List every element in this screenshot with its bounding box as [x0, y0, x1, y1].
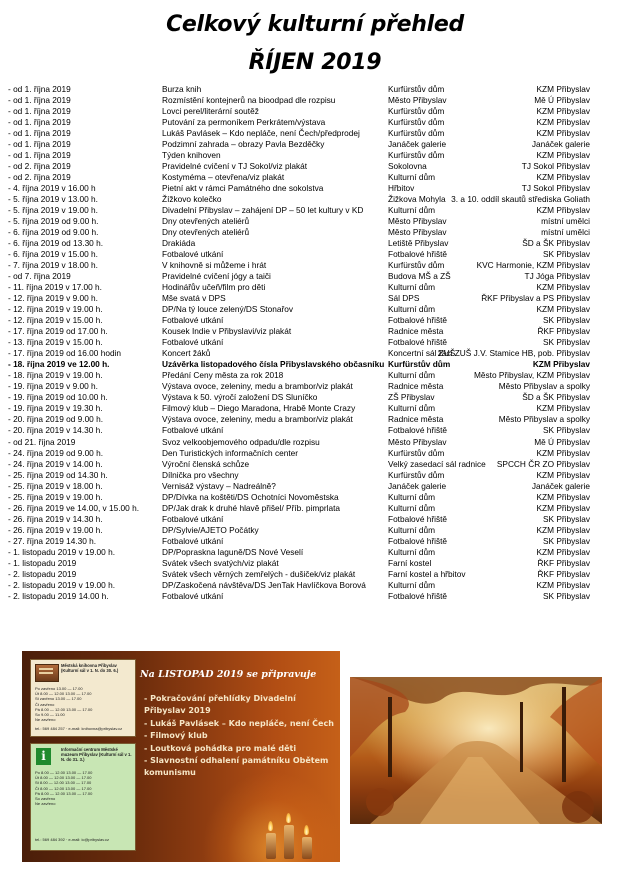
- opening-hours-row: So 9.00 — 11.00: [35, 711, 65, 717]
- event-title: Fotbalové utkání: [162, 425, 224, 436]
- event-place: Fotbalové hřiště: [388, 249, 448, 260]
- info-card-title: Informační centrum Městské muzeum Přibyslav (Kulturní sál v 1. N. do 31. 3.): [61, 747, 132, 762]
- event-organizer: SK Přibyslav: [542, 513, 590, 524]
- event-place: Kulturní dům: [388, 205, 436, 216]
- event-place: Žižkova Mohyla: [388, 194, 446, 205]
- event-organizer: KZM Přibyslav: [536, 304, 590, 315]
- event-title: DP/Sylvie/AJETO Počátky: [162, 524, 259, 535]
- event-date: - 20. října 2019 v 14.30 h.: [8, 425, 103, 436]
- event-place: Fotbalové hřiště: [388, 513, 448, 524]
- event-place: Sokolovna: [388, 161, 427, 172]
- event-date: - 25. října 2019 v 18.00 h.: [8, 480, 103, 491]
- event-date: - 25. října 2019 v 19.00 h.: [8, 491, 103, 502]
- event-date: - od 1. října 2019: [8, 106, 71, 117]
- event-organizer: žáci ZUŠ J.V. Stamice HB, pob. Přibyslav: [437, 348, 590, 359]
- event-date: - 1. listopadu 2019 v 19.00 h.: [8, 546, 116, 557]
- event-organizer: KZM Přibyslav: [536, 546, 590, 557]
- event-title: Fotbalové utkání: [162, 513, 224, 524]
- event-place: Město Přibyslav: [388, 95, 447, 106]
- event-row: [0, 470, 630, 481]
- event-date: - 19. října 2019 v 19.30 h.: [8, 403, 103, 414]
- event-place: Janáček galerie: [388, 139, 447, 150]
- event-organizer: KZM Přibyslav: [536, 172, 590, 183]
- november-promo-panel: [22, 651, 340, 862]
- event-title: Kostyméma – otevřena/viz plakát: [162, 172, 285, 183]
- event-organizer: KZM Přibyslav: [536, 469, 590, 480]
- event-place: Radnice města: [388, 414, 444, 425]
- event-organizer: KVC Harmonie, KZM Přibyslav: [476, 260, 590, 271]
- event-title: Svátek všech svatých/viz plakát: [162, 557, 279, 568]
- event-title: Lukáš Pavlásek – Kdo nepláče, není Čech/předprodej: [162, 128, 360, 139]
- event-row: [0, 492, 630, 503]
- info-card-footer: tel.: 569 484 392 · e-mail: ic@pribyslav.cz: [35, 837, 110, 842]
- event-place: Fotbalové hřiště: [388, 337, 448, 348]
- event-organizer: 3. a 10. oddíl skautů střediska Goliath: [451, 194, 590, 205]
- event-organizer: ŘKF Přibyslav: [537, 557, 590, 568]
- event-date: - 24. října 2019 v 14.00 h.: [8, 458, 103, 469]
- event-date: - 12. října 2019 v 19.00 h.: [8, 304, 103, 315]
- event-date: - 19. října 2019 v 9.00 h.: [8, 381, 98, 392]
- opening-hours-row: Ne zavřeno: [35, 717, 56, 723]
- event-row: [0, 150, 630, 161]
- event-date: - od 2. října 2019: [8, 172, 71, 183]
- event-title: Předání Ceny města za rok 2018: [162, 370, 284, 381]
- opening-hours-row: Po zavřeno 13.00 — 17.00: [35, 686, 83, 691]
- event-title: Podzimní zahrada – obrazy Pavla Bezděčky: [162, 139, 325, 150]
- event-date: - 26. října 2019 ve 14.00, v 15.00 h.: [8, 502, 139, 513]
- event-place: Kurfürstův dům: [388, 150, 445, 161]
- event-date: - 26. října 2019 v 14.30 h.: [8, 513, 103, 524]
- event-row: [0, 84, 630, 95]
- page-subtitle-month: ŘÍJEN 2019: [248, 50, 382, 75]
- event-list: [0, 84, 630, 602]
- opening-hours-row: So zavřeno: [35, 795, 56, 801]
- event-row: [0, 359, 630, 370]
- event-row: [0, 260, 630, 271]
- event-row: [0, 503, 630, 514]
- event-date: - 26. října 2019 v 19.00 h.: [8, 524, 103, 535]
- event-organizer: KZM Přibyslav: [536, 524, 590, 535]
- promo-item: - Pokračování přehlídky Divadelní: [144, 694, 296, 703]
- event-title: Drakiáda: [162, 238, 196, 249]
- event-place: Sál DPS: [388, 293, 420, 304]
- event-organizer: KZM Přibyslav: [536, 117, 590, 128]
- event-organizer: KZM Přibyslav: [536, 128, 590, 139]
- opening-hours-row: Ne zavřeno: [35, 801, 56, 807]
- event-title: Rozmístění kontejnerů na bioodpad dle rozpisu: [162, 95, 336, 106]
- event-date: - 4. října 2019 v 16.00 h: [8, 183, 96, 194]
- event-organizer: KZM Přibyslav: [536, 502, 590, 513]
- opening-hours-row: Pá 8.00 — 12.00 13.00 — 17.00: [35, 706, 93, 712]
- event-row: [0, 370, 630, 381]
- event-date: - od 1. října 2019: [8, 139, 71, 150]
- event-title: Pravidelné cvičení v TJ Sokol/viz plakát: [162, 161, 308, 172]
- library-hours-card: [30, 659, 136, 737]
- event-place: Kurfürstův dům: [388, 359, 451, 370]
- event-date: - od 2. října 2019: [8, 161, 71, 172]
- event-place: Janáček galerie: [388, 480, 447, 491]
- candles-image: [258, 809, 328, 859]
- event-title: V knihovně si můžeme i hrát: [162, 260, 267, 271]
- promo-item: Přibyslav 2019: [144, 706, 211, 716]
- opening-hours-row: Út 8.00 — 12.00 13.00 — 17.00: [35, 691, 92, 697]
- event-row: [0, 106, 630, 117]
- event-title: Divadelní Přibyslav – zahájení DP – 50 let kultury v KD: [162, 205, 364, 216]
- event-date: - 5. října 2019 od 9.00 h.: [8, 216, 99, 227]
- event-organizer: KZM Přibyslav: [536, 205, 590, 216]
- event-row: [0, 95, 630, 106]
- event-place: Fotbalové hřiště: [388, 590, 448, 601]
- promo-item: - Loutková pohádka pro malé děti: [144, 743, 297, 753]
- event-organizer: SPCCH ČR ZO Přibyslav: [496, 458, 590, 469]
- event-organizer: SK Přibyslav: [542, 337, 590, 348]
- event-title: DP/Popraskna laguně/DS Nové Veselí: [162, 546, 304, 557]
- event-row: [0, 271, 630, 282]
- event-title: DP/Na tý louce zelený/DS Stonařov: [162, 304, 293, 315]
- opening-hours-row: Pá 8.00 — 12.00 13.00 — 17.00: [35, 790, 93, 796]
- event-organizer: místní umělci: [541, 216, 590, 227]
- page-title: Celkový kulturní přehled: [166, 12, 464, 37]
- event-row: [0, 216, 630, 227]
- event-organizer: KZM Přibyslav: [536, 150, 590, 161]
- event-row: [0, 117, 630, 128]
- event-title: Fotbalové utkání: [162, 315, 224, 326]
- event-organizer: TJ Jóga Přibyslav: [524, 271, 590, 282]
- event-place: Letiště Přibyslav: [388, 238, 449, 249]
- event-row: [0, 580, 630, 591]
- event-place: Kulturní dům: [388, 502, 436, 513]
- event-organizer: KZM Přibyslav: [536, 447, 590, 458]
- event-place: Kurfürstův dům: [388, 128, 445, 139]
- event-title: Putování za permoníkem Perkrátem/výstava: [162, 117, 326, 128]
- event-organizer: KZM Přibyslav: [532, 359, 590, 370]
- autumn-photo: [350, 677, 602, 824]
- info-hours-list: [35, 770, 131, 806]
- event-date: - 24. října 2019 od 9.00 h.: [8, 447, 104, 458]
- event-row: [0, 282, 630, 293]
- event-place: Kulturní dům: [388, 282, 436, 293]
- event-place: Fotbalové hřiště: [388, 535, 448, 546]
- event-row: [0, 128, 630, 139]
- event-date: - 2. listopadu 2019 v 19.00 h.: [8, 579, 116, 590]
- event-place: Město Přibyslav: [388, 216, 447, 227]
- event-row: [0, 304, 630, 315]
- event-date: - od 1. října 2019: [8, 150, 71, 161]
- event-place: Kulturní dům: [388, 546, 436, 557]
- event-date: - 18. října 2019 v 19.00 h.: [8, 370, 103, 381]
- event-place: Kurfürstův dům: [388, 260, 445, 271]
- event-date: - 1. listopadu 2019: [8, 557, 77, 568]
- event-row: [0, 205, 630, 216]
- event-title: Vernisáž výstavy – Nadreálně?: [162, 480, 276, 491]
- event-row: [0, 194, 630, 205]
- event-title: Pietní akt v rámci Památného dne sokolstva: [162, 183, 324, 194]
- event-title: Fotbalové utkání: [162, 249, 224, 260]
- event-organizer: TJ Sokol Přibyslav: [521, 161, 590, 172]
- event-row: [0, 249, 630, 260]
- event-organizer: ŘKF Přibyslav: [537, 568, 590, 579]
- event-place: Radnice města: [388, 381, 444, 392]
- event-organizer: Mě Ú Přibyslav: [534, 95, 590, 106]
- library-card-footer: tel.: 569 484 257 · e-mail: knihovna@pribyslav.cz: [35, 726, 123, 731]
- info-centre-hours-card: [30, 743, 136, 851]
- event-organizer: Janáček galerie: [531, 139, 590, 150]
- event-date: - 12. října 2019 v 9.00 h.: [8, 293, 98, 304]
- event-date: - 5. října 2019 v 19.00 h.: [8, 205, 98, 216]
- event-organizer: SK Přibyslav: [542, 535, 590, 546]
- event-date: - 17. října 2019 od 17.00 h.: [8, 326, 108, 337]
- event-place: Hřbitov: [388, 183, 415, 194]
- event-row: [0, 459, 630, 470]
- event-date: - 13. října 2019 v 15.00 h.: [8, 337, 103, 348]
- event-date: - 6. října 2019 v 15.00 h.: [8, 249, 98, 260]
- library-hours-list: [35, 686, 131, 722]
- event-title: DP/Jak drak k druhé hlavě přišel/ Příb. pimprlata: [162, 502, 340, 513]
- event-row: [0, 161, 630, 172]
- event-row: [0, 381, 630, 392]
- info-icon: i: [36, 748, 51, 765]
- event-organizer: ŘKF Přibyslav: [537, 326, 590, 337]
- event-date: - 12. října 2019 v 15.00 h.: [8, 315, 103, 326]
- library-card-title: Městská knihovna Přibyslav (Kulturní sál v 1. N. do 30. 6.): [61, 663, 119, 673]
- event-place: Kurfürstův dům: [388, 106, 445, 117]
- event-title: Týden knihoven: [162, 150, 221, 161]
- event-date: - 6. října 2019 od 9.00 h.: [8, 227, 99, 238]
- event-title: Hodinářův učeň/film pro děti: [162, 282, 266, 293]
- event-title: Výstava ovoce, zeleniny, medu a brambor/viz plakát: [162, 381, 353, 392]
- event-date: - 7. října 2019 v 18.00 h.: [8, 260, 98, 271]
- event-row: [0, 392, 630, 403]
- event-date: - od 1. října 2019: [8, 84, 71, 94]
- event-place: Kurfürstův dům: [388, 84, 445, 94]
- promo-item: - Slavnostní odhalení památníku Obětem: [144, 756, 329, 766]
- event-row: [0, 315, 630, 326]
- event-place: Kulturní dům: [388, 579, 436, 590]
- event-place: Kulturní dům: [388, 370, 436, 381]
- event-date: - 11. října 2019 v 17.00 h.: [8, 282, 102, 293]
- event-place: Farní kostel a hřbitov: [388, 568, 466, 579]
- event-organizer: Mě Ú Přibyslav: [534, 436, 590, 447]
- event-place: Kulturní dům: [388, 524, 436, 535]
- event-title: Dny otevřených ateliérů: [162, 216, 250, 227]
- book-icon: [35, 664, 59, 682]
- event-date: - 18. října 2019 ve 12.00 h.: [8, 359, 110, 370]
- opening-hours-row: Čt zavřeno: [35, 701, 55, 707]
- event-place: Město Přibyslav: [388, 227, 447, 238]
- event-row: [0, 536, 630, 547]
- event-title: Den Turistických informačních center: [162, 447, 299, 458]
- event-title: Fotbalové utkání: [162, 535, 224, 546]
- event-row: [0, 403, 630, 414]
- event-place: Kulturní dům: [388, 304, 436, 315]
- event-date: - 25. října 2019 od 14.30 h.: [8, 469, 108, 480]
- event-organizer: KZM Přibyslav: [536, 403, 590, 414]
- opening-hours-row: Čt 8.00 — 12.00 13.00 — 17.00: [35, 785, 92, 791]
- event-place: Kulturní dům: [388, 172, 436, 183]
- event-row: [0, 514, 630, 525]
- event-row: [0, 348, 630, 359]
- event-title: DP/Dívka na koštěti/DS Ochotníci Novoměstska: [162, 491, 339, 502]
- event-title: Lovci perel/literární soutěž: [162, 106, 259, 117]
- event-organizer: KZM Přibyslav: [536, 106, 590, 117]
- event-date: - 27. října 2019 14.30 h.: [8, 535, 97, 546]
- promo-item: komunismu: [144, 768, 196, 778]
- event-date: - 5. října 2019 v 13.00 h.: [8, 194, 98, 205]
- event-row: [0, 569, 630, 580]
- event-row: [0, 293, 630, 304]
- event-title: Mše svatá v DPS: [162, 293, 226, 304]
- event-date: - od 1. října 2019: [8, 128, 71, 139]
- event-organizer: KZM Přibyslav: [536, 282, 590, 293]
- event-organizer: TJ Sokol Přibyslav: [521, 183, 590, 194]
- event-row: [0, 481, 630, 492]
- event-organizer: KZM Přibyslav: [536, 491, 590, 502]
- event-place: Koncertní sál ZUŠ: [388, 348, 456, 359]
- event-date: - od 1. října 2019: [8, 117, 71, 128]
- event-date: - od 21. října 2019: [8, 436, 76, 447]
- event-title: Výstava k 50. výročí založení DS Sluníčko: [162, 392, 318, 403]
- event-title: Burza knih: [162, 84, 202, 94]
- event-row: [0, 448, 630, 459]
- event-date: - 19. října 2019 od 10.00 h.: [8, 392, 108, 403]
- event-place: Radnice města: [388, 326, 444, 337]
- event-organizer: ŠD a ŠK Přibyslav: [522, 238, 590, 249]
- event-title: Žížkovo kolečko: [162, 194, 222, 205]
- promo-list: [144, 693, 340, 780]
- promo-item: - Lukáš Pavlásek – Kdo nepláče, není Čech: [144, 718, 334, 728]
- event-organizer: Město Přibyslav a spolky: [498, 381, 590, 392]
- event-place: Kulturní dům: [388, 491, 436, 502]
- event-place: Kulturní dům: [388, 403, 436, 414]
- event-row: [0, 139, 630, 150]
- event-organizer: SK Přibyslav: [542, 590, 590, 601]
- event-row: [0, 558, 630, 569]
- event-organizer: ŠD a ŠK Přibyslav: [522, 392, 590, 403]
- event-title: Fotbalové utkání: [162, 337, 224, 348]
- event-row: [0, 547, 630, 558]
- event-title: Výstava ovoce, zeleniny, medu a brambor/viz plakát: [162, 414, 353, 425]
- event-organizer: Město Přibyslav, KZM Přibyslav: [473, 370, 590, 381]
- event-title: Fotbalové utkání: [162, 590, 224, 601]
- promo-heading: Na LISTOPAD 2019 se připravuje: [140, 669, 317, 680]
- event-title: DP/Zaskočená návštěva/DS JenTak Havlíčkova Borová: [162, 579, 366, 590]
- event-organizer: ŘKF Přibyslav a PS Přibyslav: [481, 293, 590, 304]
- event-organizer: SK Přibyslav: [542, 425, 590, 436]
- event-title: Dílnička pro všechny: [162, 469, 239, 480]
- event-date: - 6. října 2019 od 13.30 h.: [8, 238, 104, 249]
- event-place: Fotbalové hřiště: [388, 425, 448, 436]
- event-place: Farní kostel: [388, 557, 432, 568]
- event-row: [0, 337, 630, 348]
- event-place: Budova MŠ a ZŠ: [388, 271, 451, 282]
- event-title: Výroční členská schůze: [162, 458, 250, 469]
- opening-hours-row: Út 8.00 — 12.00 13.00 — 17.00: [35, 775, 92, 781]
- event-row: [0, 183, 630, 194]
- event-organizer: KZM Přibyslav: [536, 579, 590, 590]
- event-place: Fotbalové hřiště: [388, 315, 448, 326]
- event-title: Kousek Indie v Přibyslavi/viz plakát: [162, 326, 292, 337]
- event-title: Uzávěrka listopadového čísla Přibyslavského občasníku: [162, 359, 385, 370]
- event-organizer: SK Přibyslav: [542, 249, 590, 260]
- event-row: [0, 227, 630, 238]
- opening-hours-row: St zavřeno 13.00 — 17.00: [35, 696, 82, 702]
- event-organizer: Janáček galerie: [531, 480, 590, 491]
- event-place: Velký zasedací sál radnice: [388, 458, 486, 469]
- event-place: Kurfürstův dům: [388, 447, 445, 458]
- event-date: - 2. listopadu 2019: [8, 568, 77, 579]
- event-date: - od 1. října 2019: [8, 95, 71, 106]
- event-row: [0, 425, 630, 436]
- event-title: Filmový klub – Diego Maradona, Hrabě Monte Crazy: [162, 403, 356, 414]
- event-title: Koncert žáků: [162, 348, 211, 359]
- event-row: [0, 525, 630, 536]
- event-place: Kurfürstův dům: [388, 117, 445, 128]
- event-organizer: SK Přibyslav: [542, 315, 590, 326]
- event-row: [0, 591, 630, 602]
- event-organizer: Město Přibyslav a spolky: [498, 414, 590, 425]
- event-title: Svátek všech věrných zemřelých - dušiček/viz plakát: [162, 568, 356, 579]
- event-title: Dny otevřených ateliérů: [162, 227, 250, 238]
- event-date: - od 7. října 2019: [8, 271, 71, 282]
- event-date: - 20. října 2019 od 9.00 h.: [8, 414, 104, 425]
- event-row: [0, 238, 630, 249]
- opening-hours-row: St 8.00 — 12.00 13.00 — 17.00: [35, 780, 92, 786]
- event-title: Pravidelné cvičení jógy a taiči: [162, 271, 271, 282]
- event-row: [0, 172, 630, 183]
- event-row: [0, 437, 630, 448]
- event-row: [0, 326, 630, 337]
- event-title: Svoz velkoobjemového odpadu/dle rozpisu: [162, 436, 320, 447]
- event-date: - 2. listopadu 2019 14.00 h.: [8, 590, 109, 601]
- event-date: - 17. října 2019 od 16.00 hodin: [8, 348, 122, 359]
- opening-hours-row: Po 8.00 — 12.00 13.00 — 17.00: [35, 770, 93, 775]
- promo-item: - Filmový klub: [144, 731, 208, 741]
- event-row: [0, 414, 630, 425]
- event-organizer: místní umělci: [541, 227, 590, 238]
- event-place: Kurfürstův dům: [388, 469, 445, 480]
- event-organizer: KZM Přibyslav: [536, 84, 590, 94]
- event-place: Město Přibyslav: [388, 436, 447, 447]
- event-place: ZŠ Přibyslav: [388, 392, 435, 403]
